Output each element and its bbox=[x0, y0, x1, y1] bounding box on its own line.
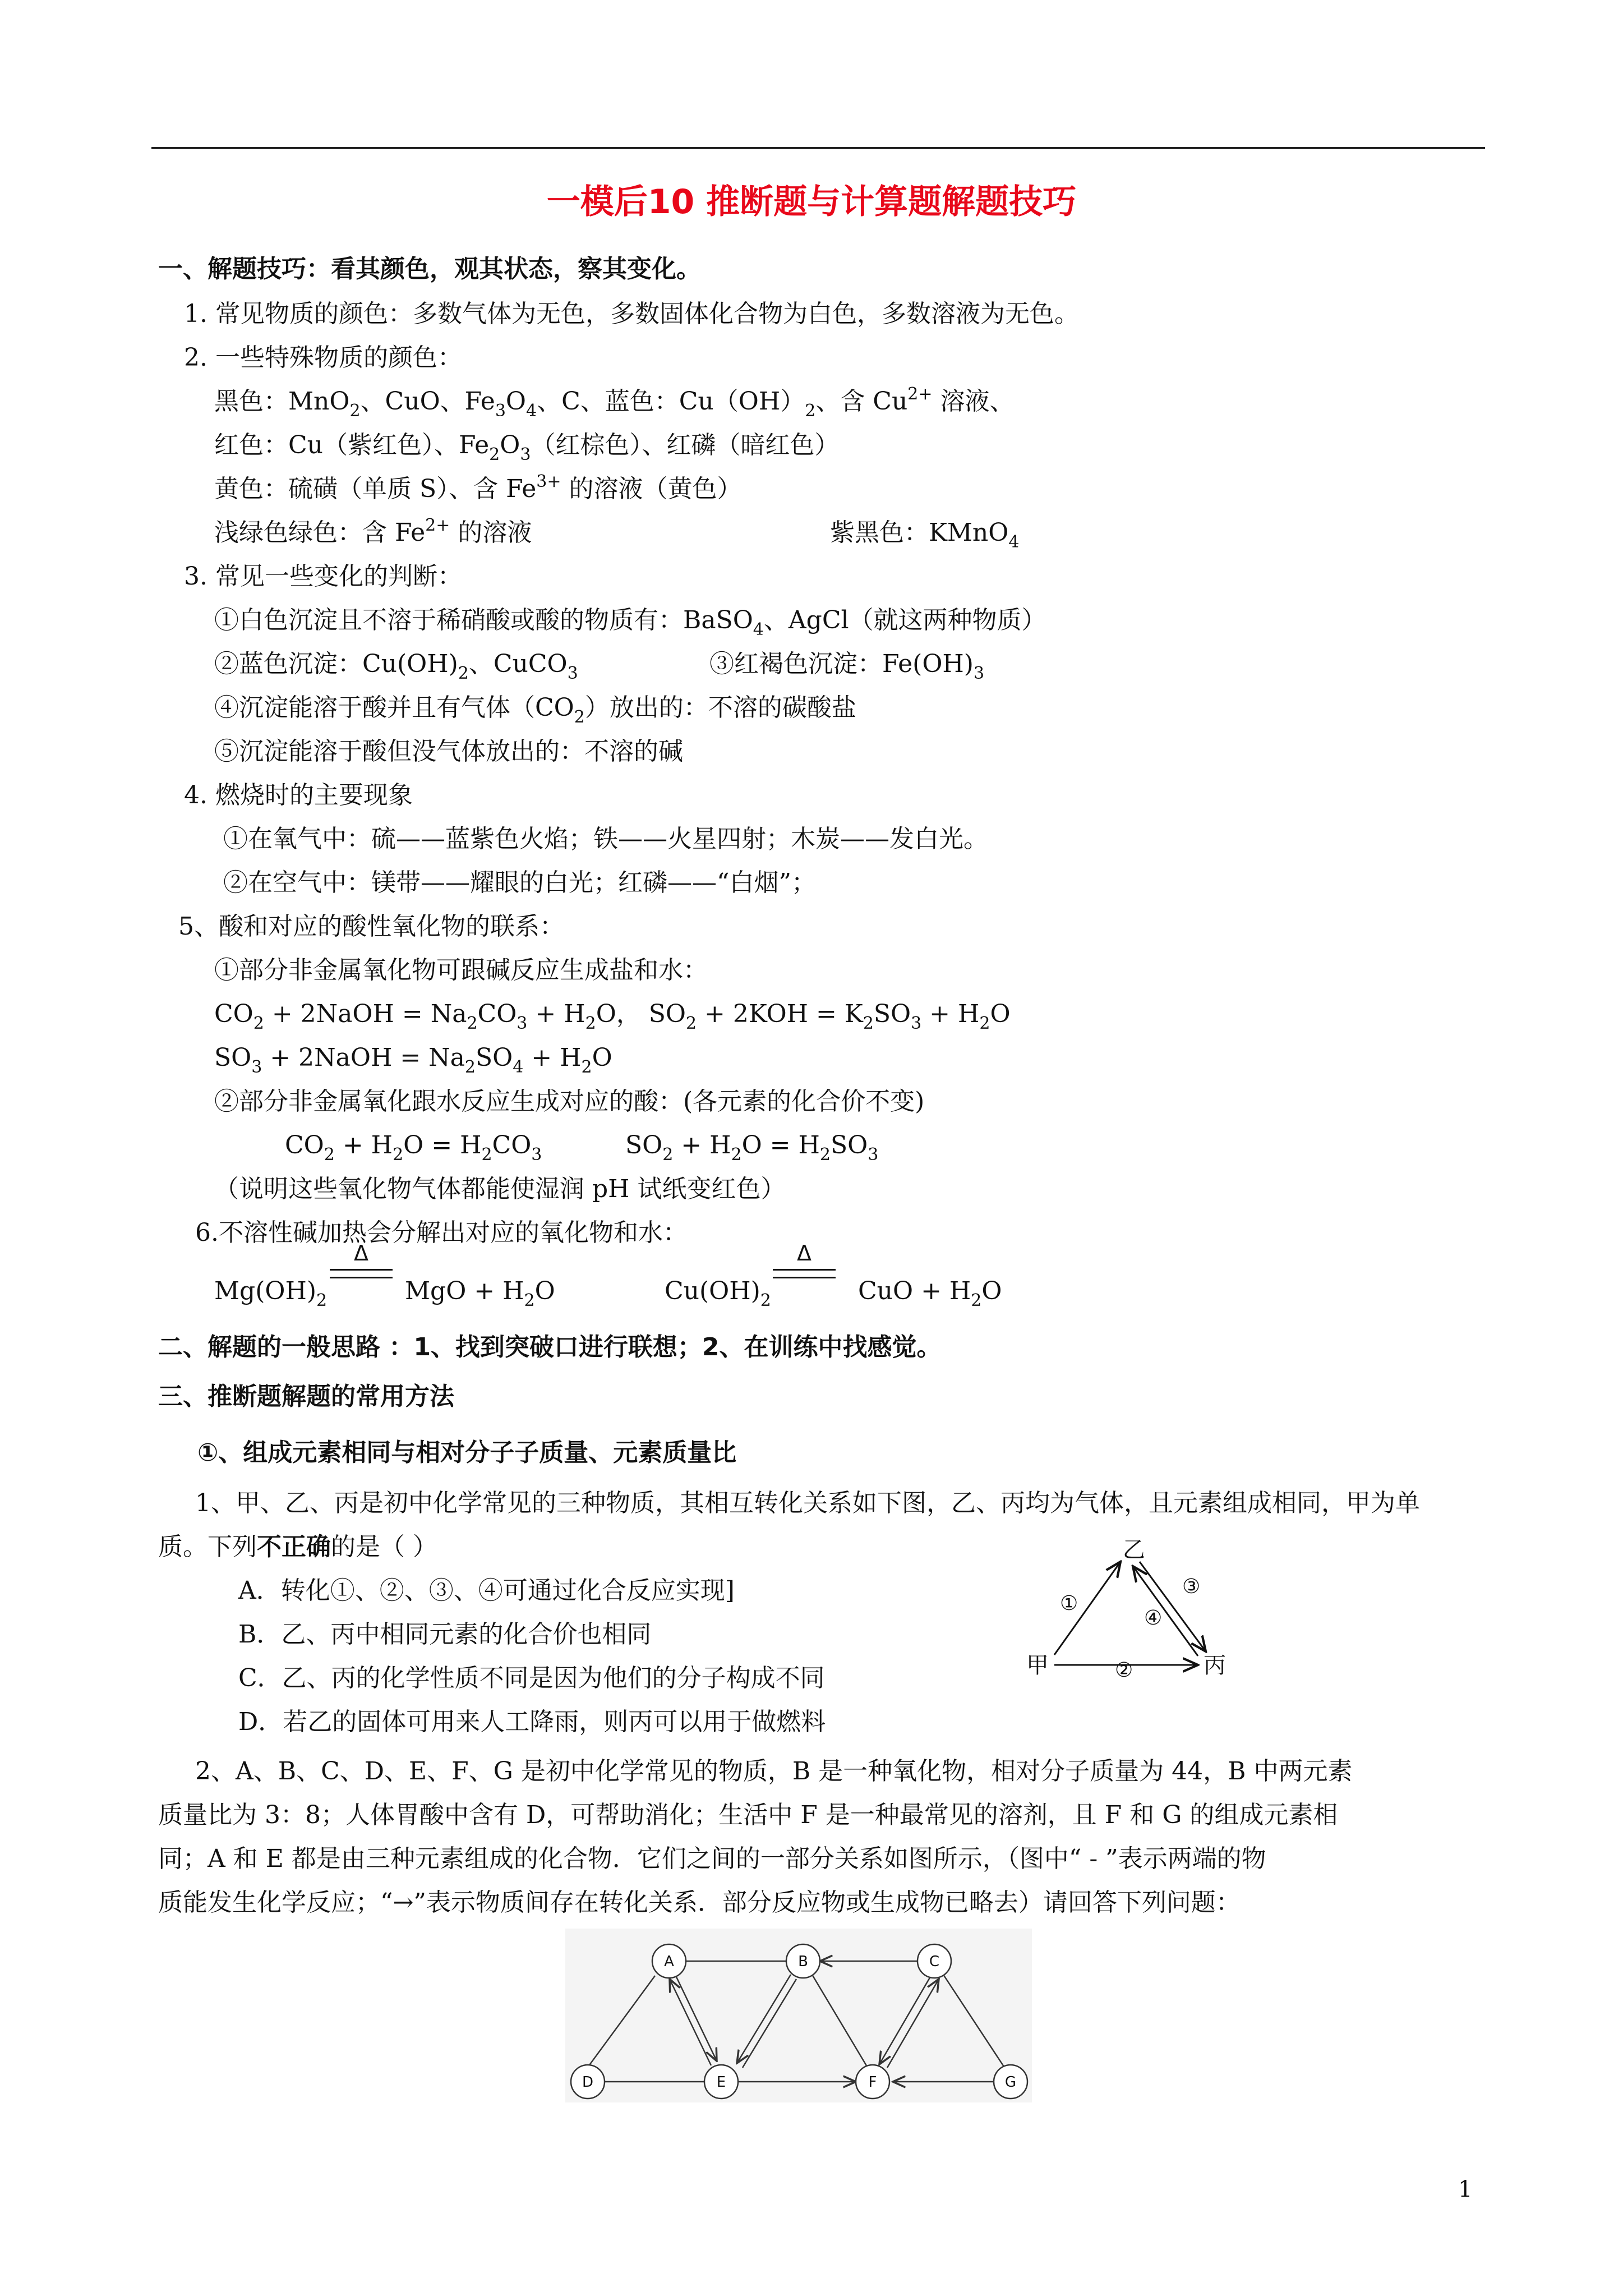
equation-4: $SO_2 + H_2O = H_2SO_3$ bbox=[625, 1131, 879, 1165]
node-bing: 丙 bbox=[1204, 1653, 1226, 1678]
color-yellow-line: 黄色：硫磺（单质 S）、含 $Fe^{3+}$ 的溶液（黄色） bbox=[214, 472, 742, 503]
tri-label-2: ② bbox=[1115, 1659, 1133, 1682]
option-c: C．乙、丙的化学性质不同是因为他们的分子构成不同 bbox=[238, 1664, 825, 1692]
item-1: 1. 常见物质的颜色：多数气体为无色，多数固体化合物为白色，多数溶液为无色。 bbox=[184, 300, 1079, 328]
decomp-mg-right: MgO + $H_2O$ bbox=[405, 1277, 555, 1310]
svg-text:G: G bbox=[1004, 2074, 1017, 2091]
section-1-heading: 一、解题技巧：看其颜色，观其状态，察其变化。 bbox=[158, 255, 701, 283]
node-jia: 甲 bbox=[1026, 1653, 1049, 1678]
option-b: B．乙、丙中相同元素的化合价也相同 bbox=[238, 1620, 652, 1649]
node-yi: 乙 bbox=[1123, 1537, 1145, 1563]
node-f bbox=[856, 2065, 889, 2099]
equation-1: $CO_2$ + 2NaOH = $Na_2CO_3 + H_2O$， $SO_2 + 2KOH = K_2SO_3 + H_2O$ bbox=[214, 1000, 1011, 1033]
color-red-line: 红色：Cu（紫红色）、$Fe_2O_3$（红棕色）、红磷（暗红色） bbox=[214, 431, 840, 464]
item-5: 5、酸和对应的酸性氧化物的联系： bbox=[178, 912, 564, 941]
acid-oxide-2: ②部分非金属氧化跟水反应生成对应的酸：(各元素的化合价不变) bbox=[214, 1087, 925, 1116]
change-5: ⑤沉淀能溶于酸但没气体放出的：不溶的碱 bbox=[214, 737, 683, 766]
item-3: 3. 常见一些变化的判断： bbox=[184, 562, 462, 591]
svg-text:D: D bbox=[582, 2074, 594, 2091]
question-2-line-4: 质能发生化学反应；“→”表示物质间存在转化关系．部分反应物或生成物已略去）请回答下列问题： bbox=[158, 1888, 1241, 1917]
svg-text:A: A bbox=[664, 1953, 674, 1970]
node-g bbox=[994, 2065, 1027, 2099]
label-4: ④ bbox=[1144, 1607, 1163, 1630]
item-4: 4. 燃烧时的主要现象 bbox=[184, 781, 413, 809]
heat-sign-1: Δ bbox=[330, 1240, 393, 1290]
note-ph: （说明这些氧化物气体都能使湿润 pH 试纸变红色） bbox=[214, 1175, 786, 1203]
heat-sign-2: Δ bbox=[773, 1240, 836, 1290]
color-green-line: 浅绿色绿色：含 $Fe^{2+}$ 的溶液 bbox=[214, 516, 532, 547]
decomp-cu-right: CuO + $H_2O$ bbox=[858, 1277, 1002, 1310]
node-b bbox=[786, 1944, 820, 1978]
change-4: ④沉淀能溶于酸并且有气体$(CO_2)$放出的：不溶的碳酸盐 bbox=[214, 693, 856, 727]
page-title: 一模后10 推断题与计算题解题技巧 bbox=[546, 182, 1077, 222]
color-purple: 紫黑色：KMnO$_4$ bbox=[830, 518, 1020, 552]
burn-air: ②在空气中：镁带——耀眼的白光；红磷——“白烟”； bbox=[223, 868, 816, 897]
change-2: ②蓝色沉淀：$Cu(OH)_2$、CuCO$_3$ bbox=[214, 650, 578, 683]
burn-oxygen: ①在氧气中：硫——蓝紫色火焰；铁——火星四射；木炭——发白光。 bbox=[223, 825, 988, 853]
equation-2: $SO_3$ + 2NaOH = $Na_2SO_4 + H_2O$ bbox=[214, 1043, 612, 1077]
svg-text:E: E bbox=[716, 2074, 726, 2091]
color-black-line: 黑色：MnO$_2$、CuO、$Fe_3O_4$、C、蓝色：$Cu(OH)_2$、含 $Cu^{2+}$ 溶液、 bbox=[214, 384, 1015, 421]
svg-text:B: B bbox=[798, 1953, 808, 1970]
section-3-heading: 三、推断题解题的常用方法 bbox=[158, 1382, 454, 1411]
question-2-line-3: 同；A 和 E 都是由三种元素组成的化合物．它们之间的一部分关系如图所示，（图中“ - ”表示两端的物 bbox=[158, 1844, 1266, 1873]
node-c bbox=[917, 1944, 951, 1978]
equation-3: $CO_2 + H_2O = H_2CO_3$ bbox=[285, 1131, 542, 1165]
section-2-heading: 二、解题的一般思路 ：1、找到突破口进行联想；2、在训练中找感觉。 bbox=[158, 1333, 942, 1361]
top-rule bbox=[151, 147, 1485, 149]
option-d: D．若乙的固体可用来人工降雨，则丙可以用于做燃料 bbox=[238, 1708, 826, 1736]
substance-network-diagram bbox=[565, 1929, 1032, 2102]
svg-text:F: F bbox=[868, 2074, 877, 2091]
decomp-mg-left: $Mg(OH)_2$ bbox=[214, 1277, 328, 1310]
label-1: ① bbox=[1060, 1592, 1078, 1615]
item-6: 6.不溶性碱加热会分解出对应的氧化物和水： bbox=[195, 1218, 688, 1247]
decomp-cu-left: $Cu(OH)_2$ bbox=[665, 1277, 771, 1310]
page-number: 1 bbox=[1458, 2177, 1473, 2202]
acid-oxide-1: ①部分非金属氧化物可跟碱反应生成盐和水： bbox=[214, 956, 708, 984]
option-a: A．转化①、②、③、④可通过化合反应实现] bbox=[238, 1576, 735, 1605]
change-1: ①白色沉淀且不溶于稀硝酸或酸的物质有：BaSO$_4$、AgCl（就这两种物质） bbox=[214, 606, 1046, 639]
label-3: ③ bbox=[1182, 1575, 1201, 1598]
item-2: 2. 一些特殊物质的颜色： bbox=[184, 343, 462, 372]
node-e bbox=[704, 2065, 738, 2099]
question-1-line-2: 质。下列不正确的是（ ） bbox=[158, 1533, 437, 1561]
subsection-1-heading: ①、组成元素相同与相对分子子质量、元素质量比 bbox=[197, 1438, 737, 1467]
change-3: ③红褐色沉淀：$Fe(OH)_3$ bbox=[709, 650, 985, 683]
svg-text:C: C bbox=[929, 1953, 940, 1970]
question-1-line-1: 1、甲、乙、丙是初中化学常见的三种物质，其相互转化关系如下图，乙、丙均为气体，且元素组成相同，甲为单 bbox=[195, 1489, 1420, 1517]
question-2-line-1: 2、A、B、C、D、E、F、G 是初中化学常见的物质，B 是一种氧化物，相对分子质量为 44，B 中两元素 bbox=[195, 1757, 1353, 1786]
question-2-line-2: 质量比为 3：8；人体胃酸中含有 D，可帮助消化；生活中 F 是一种最常见的溶剂，且 F 和 G 的组成元素相 bbox=[158, 1801, 1338, 1829]
node-a bbox=[652, 1944, 686, 1978]
node-d bbox=[571, 2065, 605, 2099]
